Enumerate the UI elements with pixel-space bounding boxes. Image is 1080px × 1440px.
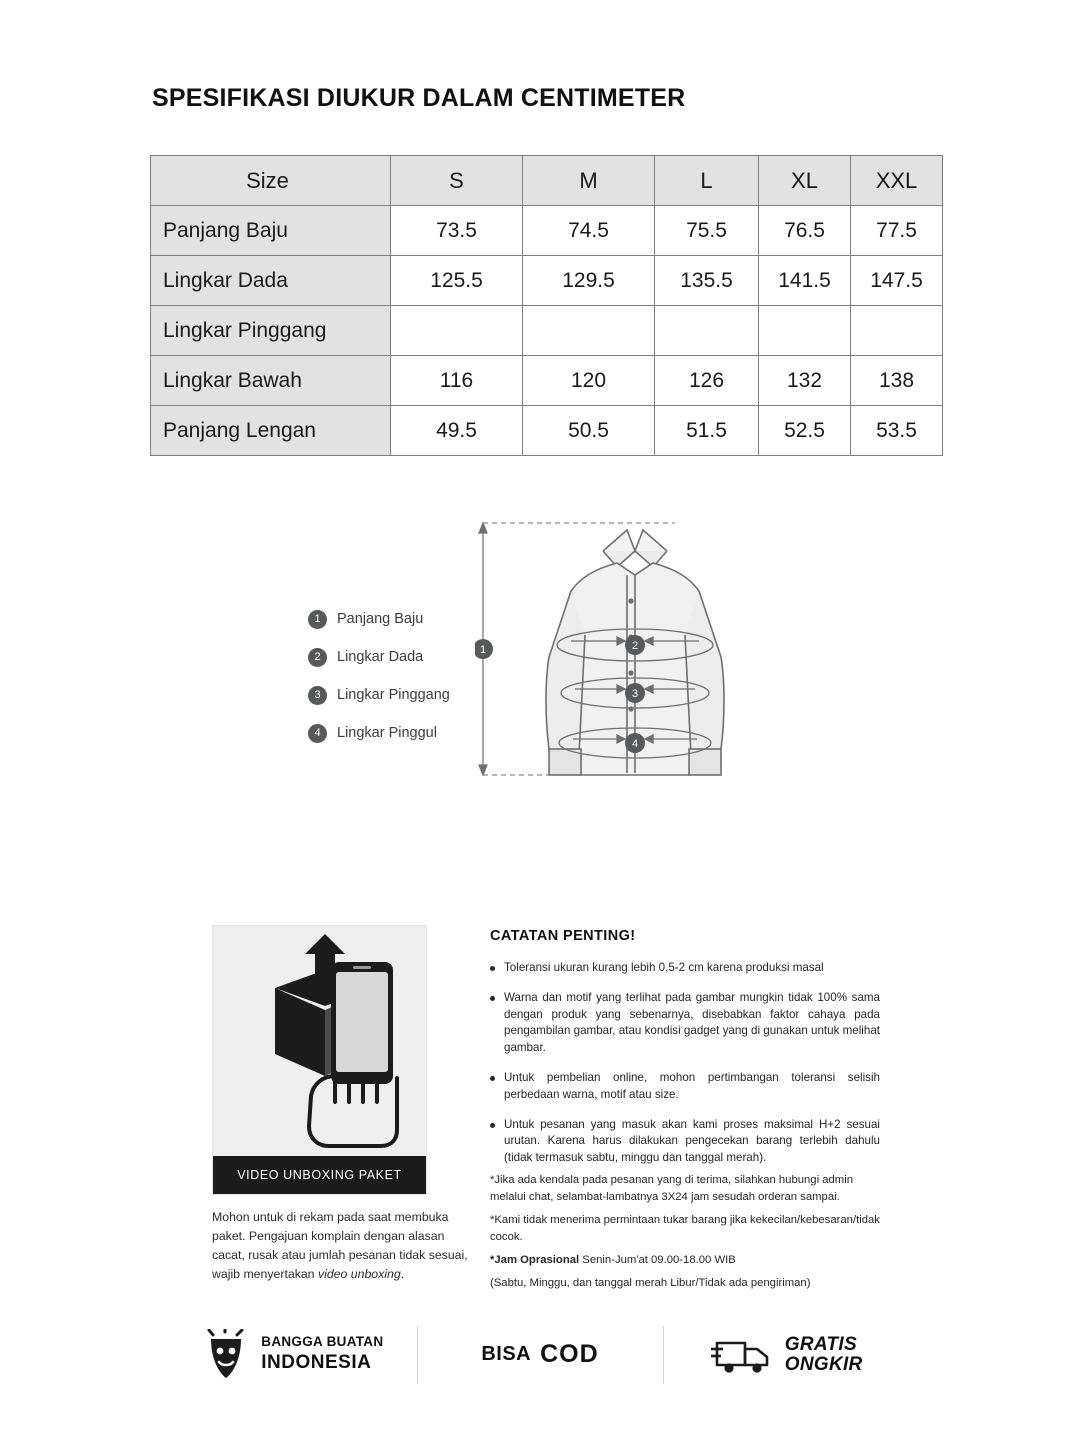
cell-value [851, 306, 943, 356]
cell-value: 51.5 [655, 406, 759, 456]
bullet-icon [490, 996, 495, 1001]
video-description-part-2: . [400, 1267, 405, 1282]
note-item [490, 1070, 880, 1104]
note-item [490, 1117, 880, 1167]
notes-title: CATATAN PENTING! [490, 928, 636, 944]
diagram-marker-4: 4 [631, 738, 639, 750]
delivery-truck-icon [711, 1333, 773, 1377]
note-text: Toleransi ukuran kurang lebih 0,5-2 cm karena produksi masal [504, 961, 824, 974]
cell-value: 125.5 [391, 256, 523, 306]
cell-value [523, 306, 655, 356]
note-item [490, 990, 880, 1057]
cell-value: 147.5 [851, 256, 943, 306]
badge-cod [417, 1320, 664, 1390]
operational-label: *Jam Oprasional [490, 1253, 580, 1266]
cell-value: 75.5 [655, 206, 759, 256]
table-row [151, 356, 943, 406]
cell-value: 52.5 [759, 406, 851, 456]
shirt-illustration [475, 505, 795, 810]
table-row [151, 256, 943, 306]
badge-label-indonesia [261, 1334, 383, 1375]
column-header-l: L [655, 156, 759, 206]
cell-value: 138 [851, 356, 943, 406]
cell-value: 74.5 [523, 206, 655, 256]
table-row [151, 406, 943, 456]
important-notes [490, 928, 880, 1180]
column-header-m: M [523, 156, 655, 206]
legend-label: Panjang Baju [337, 611, 424, 627]
badge-line-2: INDONESIA [261, 1352, 372, 1374]
cell-value: 135.5 [655, 256, 759, 306]
cod-label: COD [540, 1340, 599, 1368]
cell-value: 141.5 [759, 256, 851, 306]
video-description-emphasis: video unboxing [317, 1267, 401, 1282]
cell-value [759, 306, 851, 356]
cell-value: 49.5 [391, 406, 523, 456]
cod-prefix: BISA [481, 1343, 532, 1365]
diagram-marker-1: 1 [479, 644, 487, 656]
diagram-marker-3: 3 [631, 688, 639, 700]
row-label: Lingkar Pinggang [151, 306, 391, 356]
footnote-operational-note: (Sabtu, Minggu, dan tanggal merah Libur/Tidak ada pengiriman) [490, 1276, 811, 1289]
bullet-icon [490, 1076, 495, 1081]
page-title: SPESIFIKASI DIUKUR DALAM CENTIMETER [152, 84, 686, 112]
measurement-diagram [280, 505, 800, 815]
video-description-part-1: Mohon untuk di rekam pada saat membuka paket. Pengajuan komplain dengan alasan cacat, rusak atau jumlah pesanan tidak sesuai, wajib menyertakan [212, 1210, 468, 1282]
cell-value: 116 [391, 356, 523, 406]
cell-value: 129.5 [523, 256, 655, 306]
cell-value: 120 [523, 356, 655, 406]
legend-number-1: 1 [308, 610, 327, 629]
note-text: Untuk pembelian online, mohon pertimbangan toleransi selisih perbedaan warna, motif atau size. [504, 1070, 880, 1101]
note-item [490, 960, 880, 977]
cell-value: 50.5 [523, 406, 655, 456]
legend-number-2: 2 [308, 648, 327, 667]
badge-label-cod [481, 1340, 598, 1369]
free-line-1: GRATIS [784, 1333, 857, 1355]
cell-value: 53.5 [851, 406, 943, 456]
size-specification-table [150, 155, 943, 456]
bullet-icon [490, 966, 495, 971]
row-label: Panjang Baju [151, 206, 391, 256]
cell-value: 76.5 [759, 206, 851, 256]
table-header-row [151, 156, 943, 206]
legend-number-4: 4 [308, 724, 327, 743]
column-header-size: Size [151, 156, 391, 206]
operational-value: Senin-Jum'at 09.00-18.00 WIB [579, 1253, 736, 1266]
video-unboxing-illustration [212, 925, 427, 1195]
table-row [151, 306, 943, 356]
badge-bangga-buatan-indonesia [170, 1320, 417, 1390]
footnote-2: *Kami tidak menerima permintaan tukar barang jika kekecilan/kebesaran/tidak cocok. [490, 1213, 880, 1243]
footer-badges [170, 1312, 910, 1397]
legend-number-3: 3 [308, 686, 327, 705]
row-label: Lingkar Dada [151, 256, 391, 306]
row-label: Lingkar Bawah [151, 356, 391, 406]
cell-value: 73.5 [391, 206, 523, 256]
column-header-xxl: XXL [851, 156, 943, 206]
indonesia-pride-icon [203, 1329, 249, 1381]
cell-value: 77.5 [851, 206, 943, 256]
legend-label: Lingkar Dada [337, 649, 424, 665]
cell-value: 132 [759, 356, 851, 406]
table-row [151, 206, 943, 256]
free-line-2: ONGKIR [784, 1353, 863, 1375]
badge-line-1: BANGGA BUATAN [261, 1334, 384, 1350]
column-header-xl: XL [759, 156, 851, 206]
video-description [212, 1208, 470, 1284]
legend-label: Lingkar Pinggul [337, 725, 437, 741]
cell-value [655, 306, 759, 356]
bullet-icon [490, 1123, 495, 1128]
footnote-1: *Jika ada kendala pada pesanan yang di terima, silahkan hubungi admin melalui chat, selambat-lambatnya 3X24 jam sesudah orderan sampai. [490, 1174, 854, 1203]
note-text: Untuk pesanan yang masuk akan kami proses maksimal H+2 sesuai urutan. Karena harus dilakukan pengecekan barang terlebih dahulu (tidak termasuk sabtu, minggu dan tanggal merah). [504, 1117, 880, 1165]
cell-value [391, 306, 523, 356]
video-caption: VIDEO UNBOXING PAKET [213, 1156, 426, 1194]
column-header-s: S [391, 156, 523, 206]
footnote-operational [490, 1252, 882, 1269]
badge-free-shipping [663, 1320, 910, 1390]
note-text: Warna dan motif yang terlihat pada gambar mungkin tidak 100% sama dengan produk yang sebenarnya, disebabkan faktor cahaya pada pengambilan gambar, atau kondisi gadget yang di gunakan untuk melihat gambar. [504, 990, 880, 1055]
notes-footnotes [490, 1172, 882, 1298]
row-label: Panjang Lengan [151, 406, 391, 456]
legend-label: Lingkar Pinggang [337, 687, 450, 703]
diagram-marker-2: 2 [631, 640, 639, 652]
phone-recording-box-icon [213, 926, 426, 1158]
cell-value: 126 [655, 356, 759, 406]
badge-label-free-shipping [785, 1335, 863, 1375]
